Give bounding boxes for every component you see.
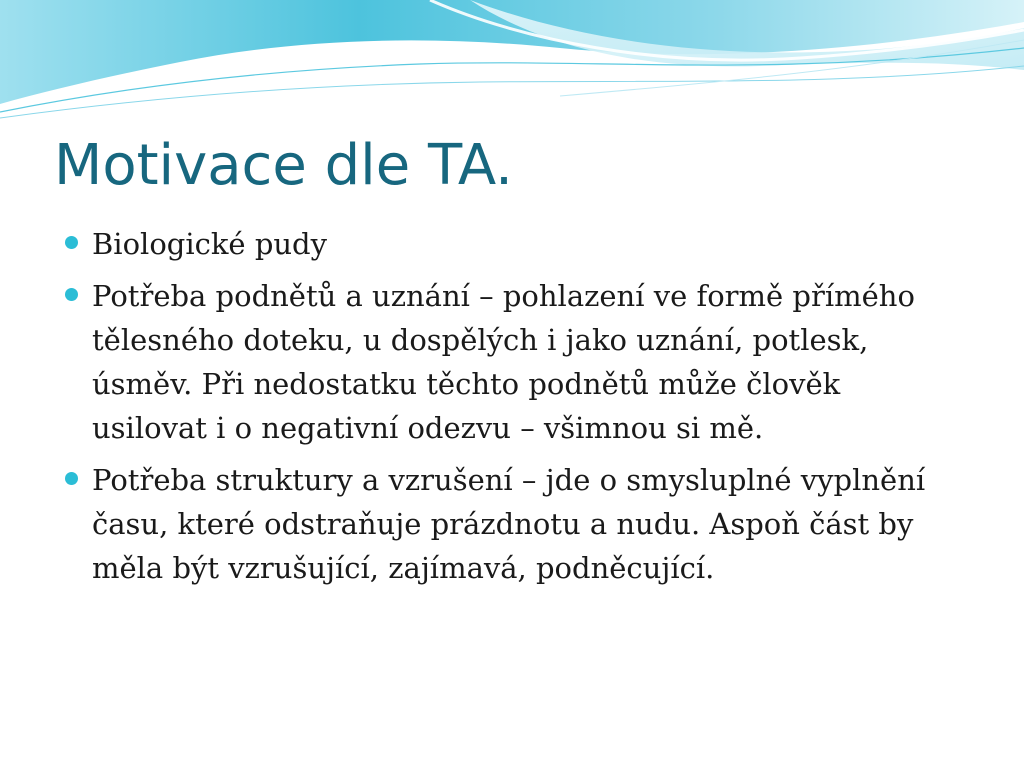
bullet-icon: [65, 472, 78, 485]
bullet-item: [62, 274, 962, 450]
bullet-icon: [65, 236, 78, 249]
bullet-list: [62, 222, 962, 598]
slide-title: Motivace dle TA.: [54, 133, 513, 198]
wave-decoration: [0, 0, 1024, 130]
bullet-icon: [65, 288, 78, 301]
bullet-text: Biologické pudy: [92, 227, 328, 261]
bullet-text: Potřeba struktury a vzrušení – jde o smysluplné vyplnění času, které odstraňuje prázdnotu a nudu. Aspoň část by měla být vzrušující, zajímavá, podněcující.: [92, 463, 926, 585]
bullet-item: [62, 458, 962, 590]
bullet-item: [62, 222, 962, 266]
bullet-text: Potřeba podnětů a uznání – pohlazení ve formě přímého tělesného doteku, u dospělých i jako uznání, potlesk, úsměv. Při nedostatku těchto podnětů může člověk usilovat i o negativní odezvu – všimnou si mě.: [92, 279, 915, 445]
